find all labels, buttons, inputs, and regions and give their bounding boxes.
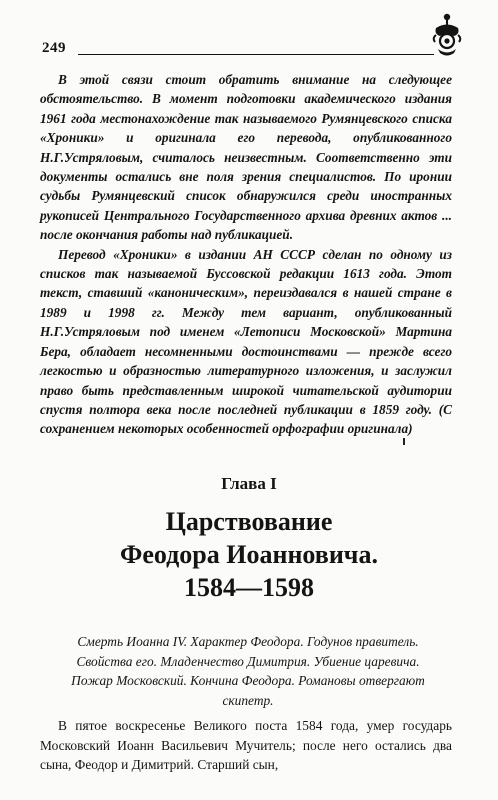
page-header [42,40,430,60]
body-text [40,716,452,775]
body-paragraph-1: В пятое воскресенье Великого поста 1584 года, умер государь Московский Иоанн Васильевич Мучитель; после него остались два сына, Феодор и Димитрий. Старший сын, [40,718,452,772]
page-number: 249 [42,40,66,56]
preface-paragraph-1: В этой связи стоит обратить внимание на следующее обстоятельство. В момент подготовки академического издания 1961 года местонахождение так называемого Румянцевского списка «Хроники» и оригинала его перевода, опубликованного Н.Г.Устряловым, считалось неизвестным. Соответственно эти документы остались вне поля зрения специалистов. По иронии судьбы Румянцевский список обнаружился среди иностранных рукописей Центрального Государственного архива древних актов ... после окончания работы над публикацией. [40,72,452,243]
chapter-summary: Смерть Иоанна IV. Характер Феодора. Годунов правитель. Свойства его. Младенчество Димитрия. Убиение царевича. Пожар Московский. Кончина Феодора. Романовы отвергают скипетр. [71,634,425,708]
chapter-title-line-2: Феодора Иоанновича. [120,540,378,569]
stray-mark [403,438,405,445]
chapter-title [0,505,498,604]
preface-text [40,70,452,439]
chapter-title-line-1: Царствование [165,507,333,536]
ornament-icon [430,12,464,58]
preface-paragraph-2: Перевод «Хроники» в издании АН СССР сделан по одному из списков так называемой Буссовской редакции 1613 года. Этот текст, ставший «каноническим», переиздавался в нашей стране в 1989 и 1998 гг. Между тем вариант, опубликованный Н.Г.Устряловым под именем «Летописи Московской» Мартина Бера, обладает несомненными достоинствами — прежде всего легкостью и образностью литературного изложения, и заслужил право быть представленным широкой читательской аудитории спустя полтора века после последней публикации в 1859 году. (С сохранением некоторых особенностей орфографии оригинала) [40,246,452,437]
chapter-title-line-3: 1584—1598 [184,573,314,602]
chapter-label: Глава I [221,474,277,493]
header-rule [78,54,434,55]
